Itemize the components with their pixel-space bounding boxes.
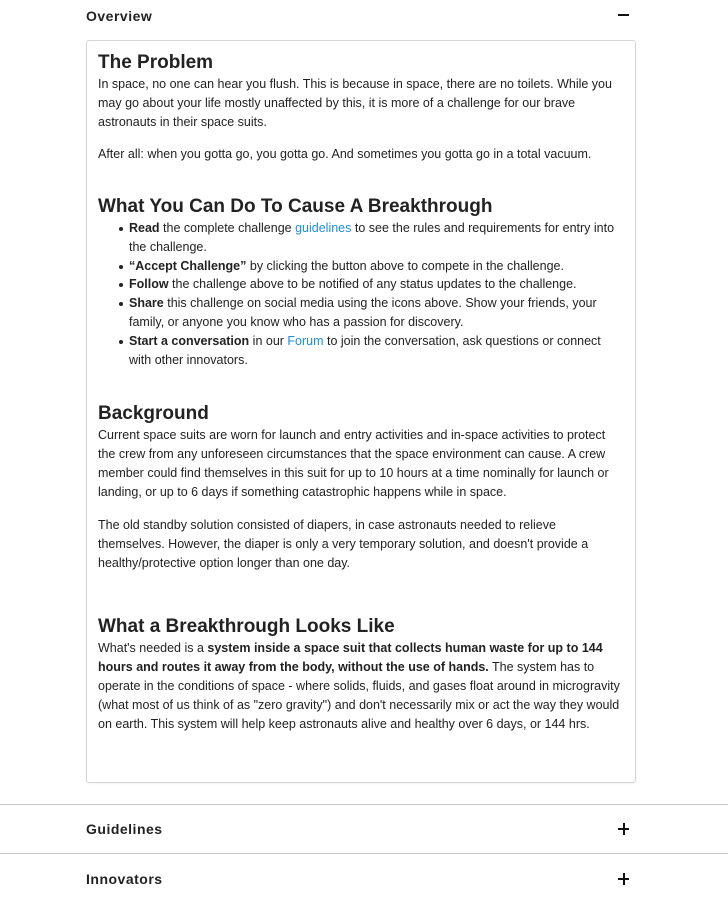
problem-paragraph-1: In space, no one can hear you flush. This is because in space, there are no toilets. While you may go about your life mostly unaffected by this, it is more of a challenge for our brave astronauts in their space suits. <box>98 77 612 129</box>
overview-title: Overview <box>86 8 153 24</box>
list-item-follow: Follow the challenge above to be notified of any status updates to the challenge. <box>129 275 623 294</box>
list-item-accept: “Accept Challenge” by clicking the button above to compete in the challenge. <box>129 257 623 276</box>
list-item-share: Share this challenge on social media using the icons above. Show your friends, your family, or anyone you know who has a passion for discovery. <box>129 294 623 332</box>
forum-link[interactable]: Forum <box>287 333 324 348</box>
background-heading: Background <box>98 403 209 425</box>
looks-like-heading: What a Breakthrough Looks Like <box>98 616 395 638</box>
looks-like-paragraph: What's needed is a system inside a space suit that collects human waste for up to 144 hours and routes it away from the body, without the use of hands. The system has to operate in the conditions of space - where solids, fluids, and gases float around in microgravity (what most of us think of as "zero gravity") and don't necessarily mix or act the way they would on earth. This system will help keep astronauts alive and healthy over 6 days, or 144 hrs. <box>98 641 620 732</box>
guidelines-link[interactable]: guidelines <box>295 221 352 235</box>
plus-icon[interactable] <box>612 818 634 840</box>
minus-icon[interactable] <box>612 4 634 26</box>
overview-panel <box>86 40 636 783</box>
problem-paragraph-2: After all: when you gotta go, you gotta go. And sometimes you gotta go in a total vacuum. <box>98 147 592 161</box>
plus-icon[interactable] <box>612 868 634 890</box>
breakthrough-list <box>98 219 623 369</box>
list-item-read: Read the complete challenge guidelines to see the rules and requirements for entry into the challenge. <box>129 219 623 257</box>
overview-accordion-header[interactable] <box>0 0 728 34</box>
background-paragraph-1: Current space suits are worn for launch and entry activities and in-space activities to protect the crew from any unforeseen circumstances that the space environment can cause. A crew member could find themselves in this suit for up to 10 hours at a time nominally for launch or landing, or up to 6 days if something catastrophic happens while in space. <box>98 428 609 500</box>
list-item-conversation: Start a conversation in our Forum to join the conversation, ask questions or connect with other innovators. <box>129 332 623 370</box>
breakthrough-heading: What You Can Do To Cause A Breakthrough <box>98 196 493 217</box>
problem-heading: The Problem <box>98 52 214 73</box>
guidelines-title: Guidelines <box>86 821 163 837</box>
innovators-title: Innovators <box>86 871 163 887</box>
innovators-accordion-header[interactable] <box>0 854 728 904</box>
guidelines-accordion-header[interactable] <box>0 804 728 854</box>
background-paragraph-2: The old standby solution consisted of diapers, in case astronauts needed to relieve themselves. However, the diaper is only a very temporary solution, and doesn't provide a healthy/protective option longer than one day. <box>98 518 589 571</box>
